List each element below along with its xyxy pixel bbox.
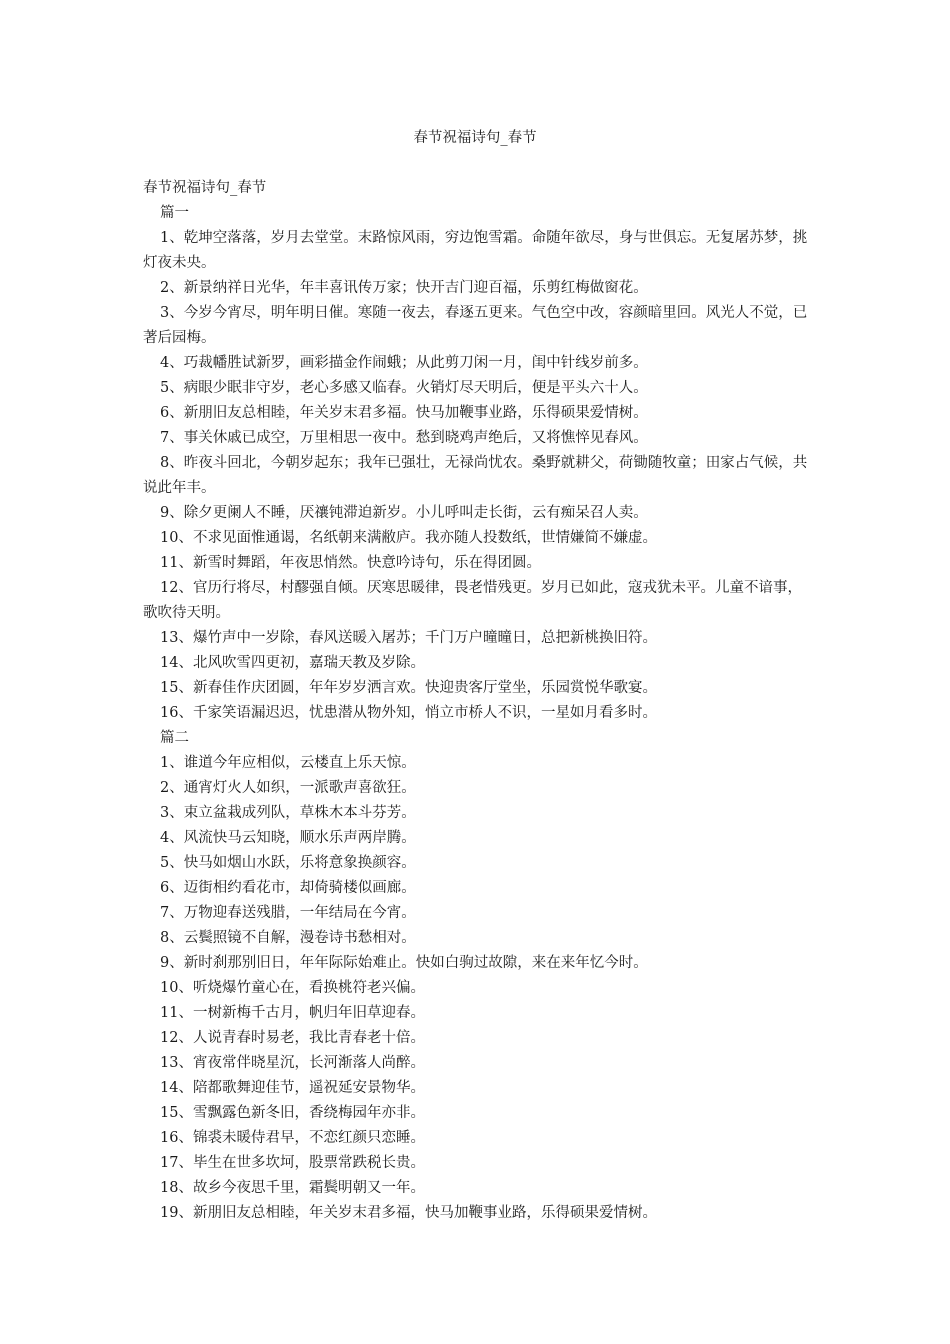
poem-item: 1、乾坤空落落，岁月去堂堂。末路惊风雨，穷边饱雪霜。命随年欲尽，身与世俱忘。无复屠苏梦，挑灯夜未央。 <box>143 230 808 271</box>
poem-item: 16、千家笑语漏迟迟，忧患潜从物外知，悄立市桥人不识，一星如月看多时。 <box>160 705 657 721</box>
poem-item: 10、不求见面惟通谒，名纸朝来满敝庐。我亦随人投数纸，世情嫌简不嫌虚。 <box>160 530 657 546</box>
poem-item: 2、新景纳祥日光华，年丰喜讯传万家；快开吉门迎百福，乐剪红梅做窗花。 <box>160 280 648 296</box>
section-label: 篇二 <box>160 730 189 746</box>
poem-item: 10、听烧爆竹童心在，看换桃符老兴偏。 <box>160 980 425 996</box>
poem-item: 7、事关休戚已成空，万里相思一夜中。愁到晓鸡声绝后，又将憔悴见春风。 <box>160 430 648 446</box>
poem-item: 7、万物迎春送残腊，一年结局在今宵。 <box>160 905 416 921</box>
poem-item: 14、陪都歌舞迎佳节，遥祝延安景物华。 <box>160 1080 425 1096</box>
poem-item: 8、昨夜斗回北，今朝岁起东；我年已强壮，无禄尚忧农。桑野就耕父，荷锄随牧童；田家占气候，共说此年丰。 <box>143 455 808 496</box>
poem-item: 6、迈街相约看花市，却倚骑楼似画廊。 <box>160 880 416 896</box>
poem-item: 12、人说青春时易老，我比青春老十倍。 <box>160 1030 425 1046</box>
poem-item: 16、锦裘未暖侍君早，不恋红颜只恋睡。 <box>160 1130 425 1146</box>
page-title: 春节祝福诗句_春节 <box>413 130 537 146</box>
poem-item: 11、一树新梅千古月，帆归年旧草迎春。 <box>160 1005 425 1021</box>
poem-item: 13、宵夜常伴晓星沉，长河渐落人尚醉。 <box>160 1055 425 1071</box>
poem-item: 4、风流快马云知晓，顺水乐声两岸腾。 <box>160 830 416 846</box>
poem-item: 1、谁道今年应相似，云楼直上乐天惊。 <box>160 755 416 771</box>
poem-item: 5、病眼少眠非守岁，老心多感又临春。火销灯尽天明后，便是平头六十人。 <box>160 380 648 396</box>
poem-item: 9、新时刹那别旧日，年年际际始难止。快如白驹过故隙，来在来年忆今时。 <box>160 955 648 971</box>
poem-item: 14、北风吹雪四更初，嘉瑞天教及岁除。 <box>160 655 425 671</box>
poem-item: 11、新雪时舞蹈，年夜思悄然。快意吟诗句，乐在得团圆。 <box>160 555 541 571</box>
poem-item: 15、雪飘露色新冬旧，香绕梅园年亦非。 <box>160 1105 425 1121</box>
poem-item: 15、新春佳作庆团圆，年年岁岁洒言欢。快迎贵客厅堂坐，乐园赏悦华歌宴。 <box>160 680 657 696</box>
sections-container <box>143 201 810 1226</box>
poem-item: 13、爆竹声中一岁除，春风送暖入屠苏；千门万户曈曈日，总把新桃换旧符。 <box>160 630 657 646</box>
section-label: 篇一 <box>160 205 189 221</box>
poem-item: 3、今岁今宵尽，明年明日催。寒随一夜去，春逐五更来。气色空中改，容颜暗里回。风光人不觉，已著后园梅。 <box>143 305 808 346</box>
poem-item: 8、云鬓照镜不自解，漫卷诗书愁相对。 <box>160 930 416 946</box>
poem-item: 6、新朋旧友总相睦，年关岁末君多福。快马加鞭事业路，乐得硕果爱情树。 <box>160 405 648 421</box>
document-body <box>143 176 810 1226</box>
poem-item: 12、官历行将尽，村醪强自倾。厌寒思暖律，畏老惜残更。岁月已如此，寇戎犹未平。儿童不谙事，歌吹待天明。 <box>143 580 802 621</box>
poem-item: 19、新朋旧友总相睦，年关岁末君多福，快马加鞭事业路，乐得硕果爱情树。 <box>160 1205 657 1221</box>
document-heading: 春节祝福诗句_春节 <box>143 180 267 196</box>
poem-item: 17、毕生在世多坎坷，股票常跌税长贵。 <box>160 1155 425 1171</box>
poem-item: 2、通宵灯火人如织，一派歌声喜欲狂。 <box>160 780 416 796</box>
poem-item: 18、故乡今夜思千里，霜鬓明朝又一年。 <box>160 1180 425 1196</box>
poem-item: 9、除夕更阑人不睡，厌禳钝滞迫新岁。小儿呼叫走长街，云有痴呆召人卖。 <box>160 505 648 521</box>
poem-item: 4、巧裁幡胜试新罗，画彩描金作闹蛾；从此剪刀闲一月，闺中针线岁前多。 <box>160 355 648 371</box>
poem-item: 3、束立盆栽成列队，草株木本斗芬芳。 <box>160 805 416 821</box>
poem-item: 5、快马如烟山水跃，乐将意象换颜容。 <box>160 855 416 871</box>
